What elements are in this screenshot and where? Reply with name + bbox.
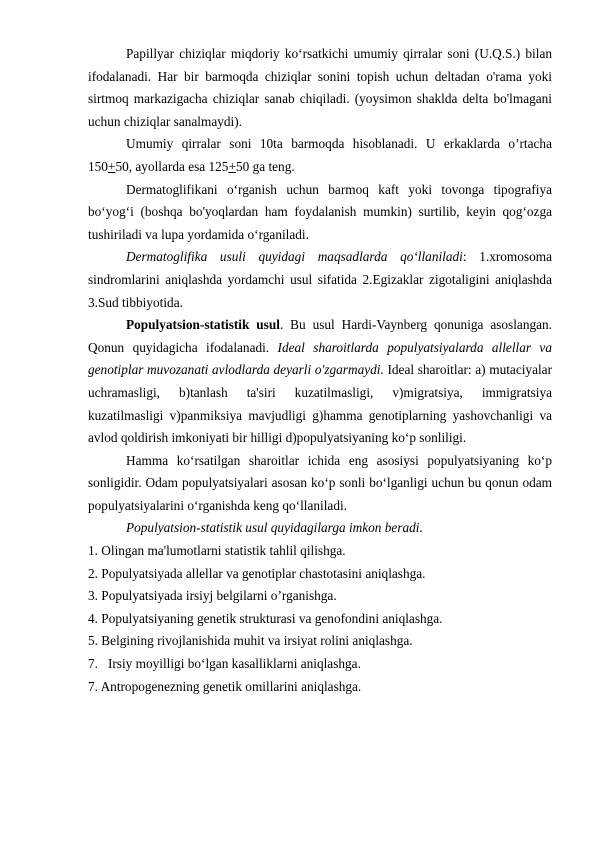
population-statistical-heading: Populyatsion-statistik usul xyxy=(126,317,280,333)
paragraph-population-size: Hamma ko‘rsatilgan sharoitlar ichida eng asosiysi populyatsiyaning ko‘p sonligidir. Odam populyatsiyalari asosan ko‘p sonli bo‘lganligi uchun bu qonun odam populyatsiyalarini o‘rganishda keng qo‘llaniladi. xyxy=(88,452,552,513)
list-intro-text: Populyatsion-statistik usul quyidagilarga imkon beradi. xyxy=(126,520,423,536)
list-item: 3. Populyatsiyada irsiyj belgilarni o’rganishga. xyxy=(88,588,337,604)
ridge-count-text-c: 50 ga teng. xyxy=(235,158,295,174)
list-item: 7. Irsiy moyilligi bo‘lgan kasalliklarni aniqlashga. xyxy=(88,656,361,672)
plus-minus-sign: + xyxy=(107,158,116,174)
paragraph-papillary-ridges: Papillyar chiziqlar miqdoriy ko‘rsatkichi umumiy qirralar soni (U.Q.S.) bilan ifodalanadi. Har bir barmoqda chiziqlar sonini topish uchun deltadan o'rama yoki sirtmoq markazigacha chiziqlar sanab chiqiladi. (yoysimon shaklda delta bo'lmagani uchun chiziqlar sanalmaydi). xyxy=(88,46,552,129)
list-item: 4. Populyatsiyaning genetik strukturasi va genofondini aniqlashga. xyxy=(88,610,443,626)
paragraph-dermatoglyphics-method: Dermatoglifikani o‘rganish uchun barmoq kaft yoki tovonga tipografiya bo‘yog‘i (boshqa bo'yoqlardan ham foydalanish mumkin) surtilib, keyin qog‘ozga tushiriladi va lupa yordamida o‘rganiladi. xyxy=(88,181,552,242)
plus-minus-sign: + xyxy=(228,158,236,174)
ridge-count-text-a: Umumiy qirralar soni 10ta barmoqda hisoblanadi. U erkaklarda o’rtacha 150 xyxy=(88,136,552,174)
list-item: 5. Belgining rivojlanishida muhit va irsiyat rolini aniqlashga. xyxy=(88,633,413,649)
population-statistical-italic: Ideal sharoitlarda populyatsiyalarda allellar va genotiplar muvozanati avlodlarda deyarli o'zgarmaydi. xyxy=(88,339,552,378)
paragraph-dermatoglyphics-uses xyxy=(88,246,552,314)
list-item: 7. Antropogenezning genetik omillarini aniqlashga. xyxy=(88,678,362,694)
dermatoglyphics-uses-text: : 1.xromosoma sindromlarini aniqlashda yordamchi usul sifatida 2.Egizaklar zigotaligini aniqlashda 3.Sud tibbiyotida. xyxy=(88,249,552,310)
ridge-count-text-b: 50, ayollarda esa 125 xyxy=(115,158,229,174)
document-page xyxy=(88,43,552,698)
list-item: 1. Olingan ma'lumotlarni statistik tahlil qilishga. xyxy=(88,543,346,559)
paragraph-ridge-count xyxy=(88,133,552,178)
list-item: 2. Populyatsiyada allellar va genotiplar chastotasini aniqlashga. xyxy=(88,565,426,581)
paragraph-population-statistical xyxy=(88,314,552,450)
population-statistical-text-a: . Bu usul Hardi-Vaynberg qonuniga asoslangan. Qonun quyidagicha ifodalanadi. xyxy=(88,317,553,355)
dermatoglyphics-uses-heading: Dermatoglifika usuli quyidagi maqsadlarda qo‘llaniladi xyxy=(126,249,463,265)
population-statistical-text-b: Ideal sharoitlar: a) mutaciyalar uchramasligi, b)tanlash ta'siri kuzatilmasligi, v)migratsiya, immigratsiya kuzatilmasligi v)panmiksiya mavjudligi g)hamma genotiplarning yashovchanligi va avlod qoldirish imkoniyati bir hilligi d)populyatsiyaning ko‘p sonliligi. xyxy=(88,362,552,446)
list-intro xyxy=(88,517,552,540)
